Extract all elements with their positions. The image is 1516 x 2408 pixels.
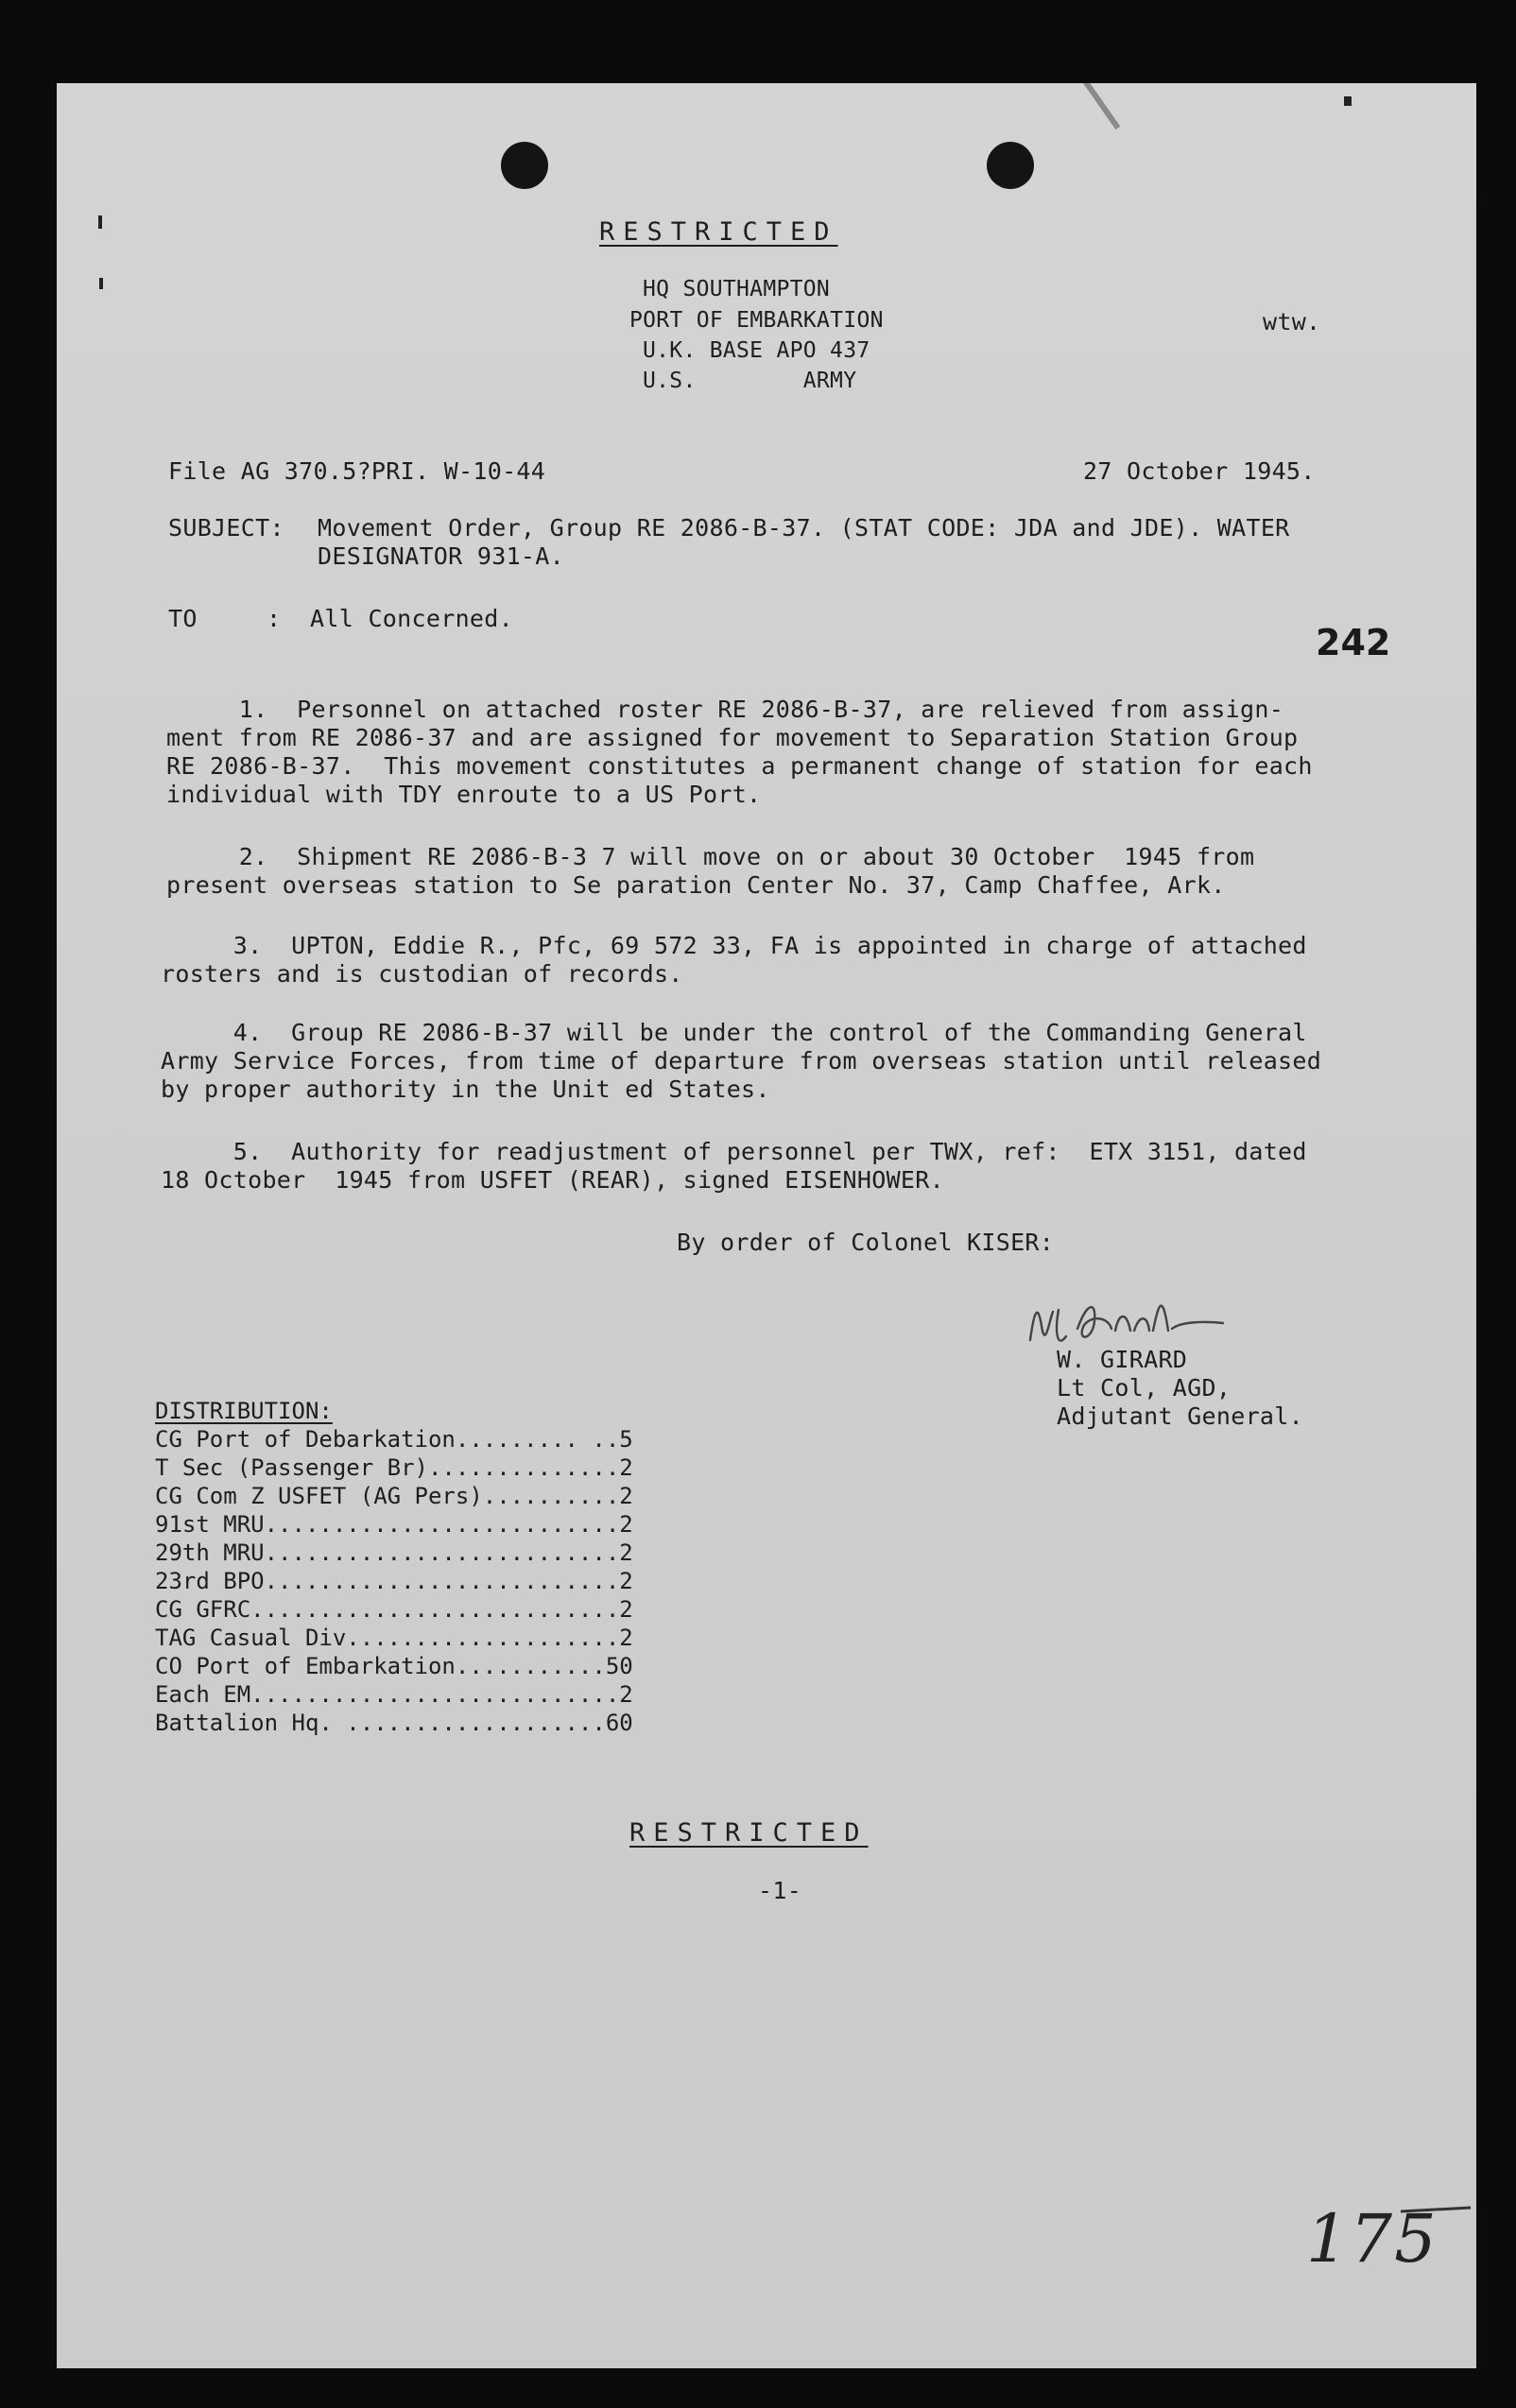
subject-line: DESIGNATOR 931-A. xyxy=(318,542,564,570)
scan-mark xyxy=(99,278,103,289)
document-date: 27 October 1945. xyxy=(1083,457,1316,485)
typist-initials: wtw. xyxy=(1263,308,1321,335)
subject-label: SUBJECT: xyxy=(168,514,284,542)
distribution-item: 29th MRU..........................2 xyxy=(155,1539,633,1566)
distribution-item: TAG Casual Div....................2 xyxy=(155,1625,633,1651)
distribution-item: T Sec (Passenger Br)..............2 xyxy=(155,1454,633,1481)
file-reference: File AG 370.5?PRI. W-10-44 xyxy=(168,457,546,485)
footer-restricted: RESTRICTED xyxy=(629,1818,869,1848)
office-line: U.S. ARMY xyxy=(643,369,857,393)
paragraph-4-line: 4. Group RE 2086-B-37 will be under the control of the Commanding General xyxy=(161,1019,1307,1046)
punch-hole-left xyxy=(501,142,548,189)
paragraph-2-line: present overseas station to Se paration Center No. 37, Camp Chaffee, Ark. xyxy=(166,871,1226,899)
document-number-stamp: 242 xyxy=(1316,622,1391,663)
to-value: : All Concerned. xyxy=(267,605,513,632)
distribution-item: CG GFRC...........................2 xyxy=(155,1596,633,1623)
paragraph-1-line: individual with TDY enroute to a US Port. xyxy=(166,781,762,808)
distribution-title: DISTRIBUTION: xyxy=(155,1398,333,1424)
punch-hole-right xyxy=(987,142,1034,189)
distribution-item: Battalion Hq. ...................60 xyxy=(155,1710,633,1736)
distribution-list xyxy=(155,1397,703,1737)
scan-mark xyxy=(98,215,102,229)
by-order-line: By order of Colonel KISER: xyxy=(677,1229,1055,1256)
paragraph-1-line: RE 2086-B-37. This movement constitutes a permanent change of station for each xyxy=(166,752,1313,780)
scan-mark xyxy=(1344,96,1352,106)
paragraph-4-line: by proper authority in the Unit ed States. xyxy=(161,1075,770,1103)
distribution-item: CG Com Z USFET (AG Pers)..........2 xyxy=(155,1483,633,1509)
distribution-item: Each EM...........................2 xyxy=(155,1681,633,1708)
subject-line: Movement Order, Group RE 2086-B-37. (STAT CODE: JDA and JDE). WATER xyxy=(318,514,1290,542)
paragraph-2-line: 2. Shipment RE 2086-B-3 7 will move on or about 30 October 1945 from xyxy=(166,843,1255,870)
office-line: HQ SOUTHAMPTON xyxy=(643,277,831,301)
page-number: -1- xyxy=(758,1877,802,1904)
paragraph-5-line: 5. Authority for readjustment of personnel per TWX, ref: ETX 3151, dated xyxy=(161,1138,1307,1165)
office-line: U.K. BASE APO 437 xyxy=(643,338,870,363)
paragraph-3-line: 3. UPTON, Eddie R., Pfc, 69 572 33, FA is appointed in charge of attached xyxy=(161,932,1307,959)
paragraph-3-line: rosters and is custodian of records. xyxy=(161,960,683,988)
paragraph-5-line: 18 October 1945 from USFET (REAR), signed EISENHOWER. xyxy=(161,1166,944,1194)
document-page xyxy=(57,83,1476,2368)
handwritten-underline xyxy=(1399,2202,1474,2221)
distribution-item: CO Port of Embarkation...........50 xyxy=(155,1653,633,1679)
paragraph-4-line: Army Service Forces, from time of departure from overseas station until released xyxy=(161,1047,1322,1075)
signatory-rank: Lt Col, AGD, xyxy=(1057,1374,1232,1402)
distribution-item: 23rd BPO..........................2 xyxy=(155,1568,633,1594)
paragraph-1-line: 1. Personnel on attached roster RE 2086-B-37, are relieved from assign- xyxy=(166,696,1284,723)
header-restricted: RESTRICTED xyxy=(599,217,838,247)
signatory-title: Adjutant General. xyxy=(1057,1402,1303,1430)
handwritten-archive-number: 175 xyxy=(1306,2200,1438,2278)
paragraph-1-line: ment from RE 2086-37 and are assigned for movement to Separation Station Group xyxy=(166,724,1299,751)
to-label: TO xyxy=(168,605,198,632)
signatory-name: W. GIRARD xyxy=(1057,1346,1188,1373)
office-line: PORT OF EMBARKATION xyxy=(629,308,884,333)
scan-mark xyxy=(1083,83,1120,129)
distribution-item: CG Port of Debarkation......... ..5 xyxy=(155,1426,633,1453)
distribution-item: 91st MRU..........................2 xyxy=(155,1511,633,1538)
